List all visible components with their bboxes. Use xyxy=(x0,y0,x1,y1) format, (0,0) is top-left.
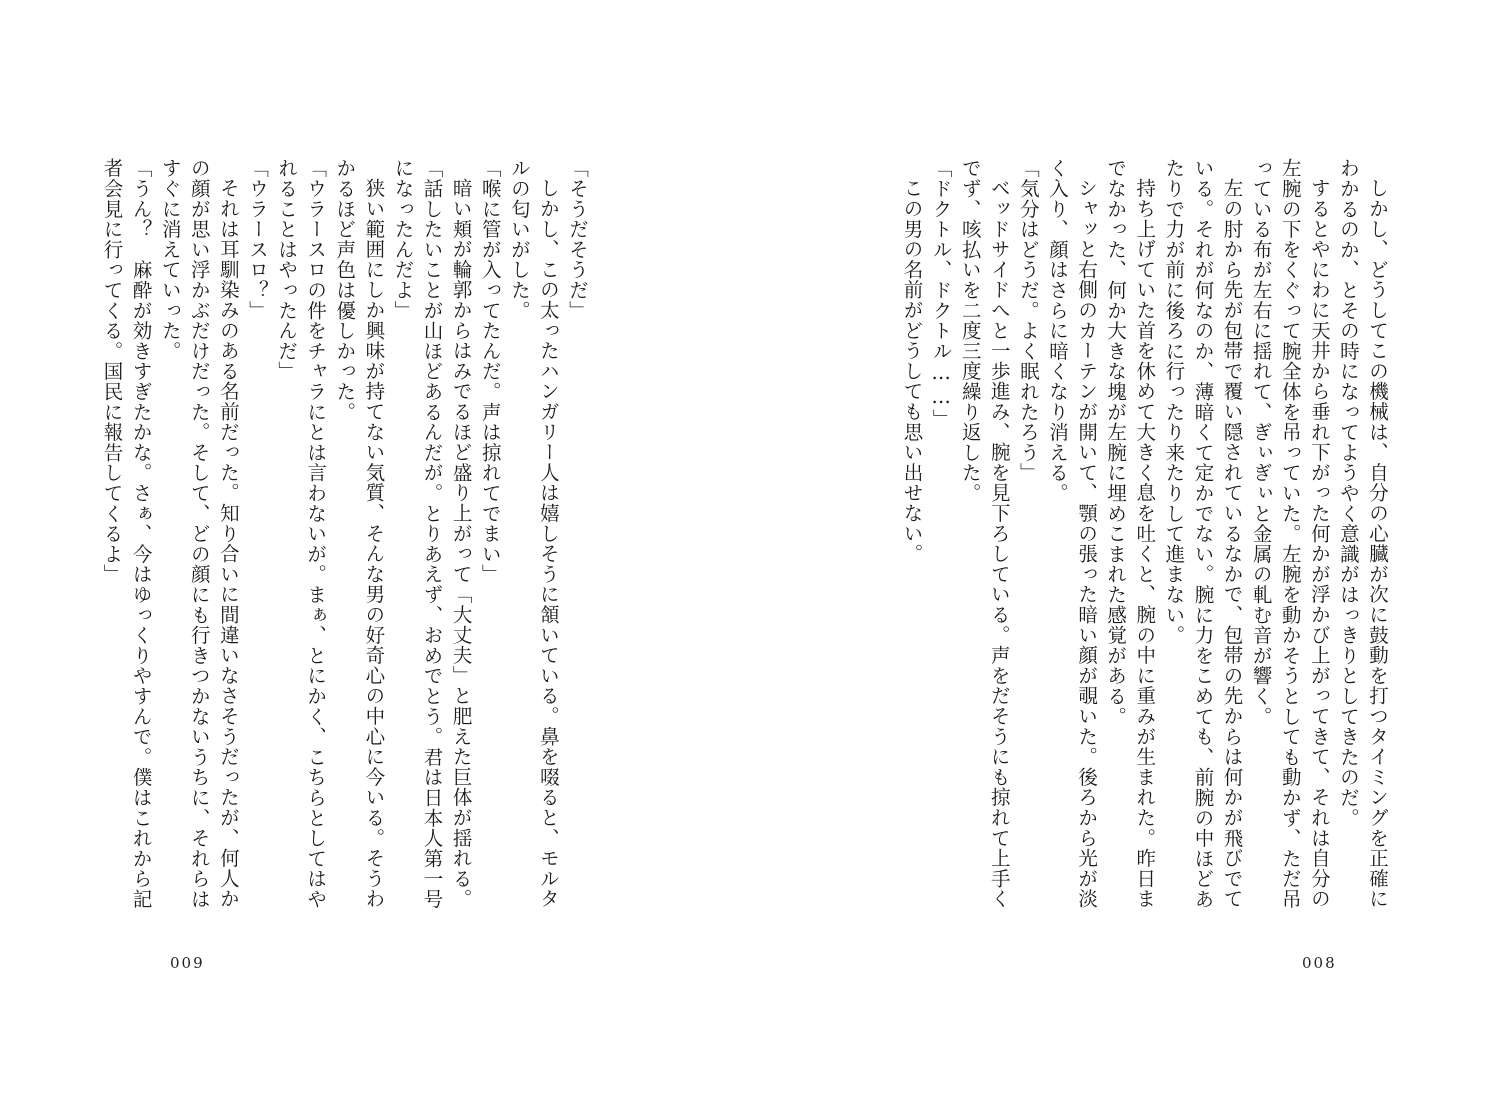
dialogue-line: 「ドクトル、ドクトル……」 xyxy=(929,158,953,429)
right-page-body xyxy=(872,158,1392,918)
left-page-body xyxy=(92,158,592,918)
paragraph: この男の名前がどうしても思い出せない。 xyxy=(900,177,924,564)
dialogue-line: 「そうだそうだ」 xyxy=(566,158,589,321)
paragraph: 持ち上げていた首を休めて大きく息を吐くと、腕の中に重みが生まれた。昨日までなかった、何か大きな塊が左腕に埋めこまれた感覚がある。 xyxy=(1104,158,1157,909)
right-page xyxy=(750,0,1500,1102)
dialogue-line: 「ウラースロ？」 xyxy=(245,158,269,321)
dialogue-line: 「ウラースロの件をチャラにとは言わないが。まぁ、とにかく、こちらとしてはやれることはやったんだ」 xyxy=(275,158,328,910)
paragraph: 左の肘から先が包帯で覆い隠されているなかで、包帯の先からは何かが飛びでている。それが何なのか、薄暗くて定かでない。腕に力をこめても、前腕の中ほどあたりで力が前に後ろに行ったり来たりして進まない。 xyxy=(1162,158,1244,910)
dialogue-line: 「気分はどうだ。よく眠れたろう」 xyxy=(1016,158,1040,483)
paragraph: ベッドサイドへと一歩進み、腕を見下ろしている。声をだそうにも掠れて上手くでず、咳払いを二度三度繰り返した。 xyxy=(958,158,1011,909)
paragraph: しかし、どうしてこの機械は、自分の心臓が次に鼓動を打つタイミングを正確にわかるのか、とその時になってようやく意識がはっきりとしてきたのだ。 xyxy=(1336,158,1389,909)
paragraph: シャッと右側のカーテンが開いて、顎の張った暗い顔が覗いた。後ろから光が淡く入り、顔はさらに暗くなり消える。 xyxy=(1045,158,1099,909)
paragraph: 暗い頬が輪郭からはみでるほど盛り上がって「大丈夫」と肥えた巨体が揺れる。 xyxy=(449,177,473,909)
paragraph: しかし、この太ったハンガリー人は嬉しそうに頷いている。鼻を啜ると、モルタルの匂いがした。 xyxy=(507,158,560,909)
paragraph: するとやにわに天井から垂れ下がった何かが浮かび上がってきて、それは自分の左腕の下をくぐって腕全体を吊っていた。左腕を動かそうとしても動かず、ただ吊っている布が左右に揺れて、ぎぃぎぃと金属の軋む音が響く。 xyxy=(1249,158,1331,910)
paragraph: 狭い範囲にしか興味が持てない気質、そんな男の好奇心の中心に今いる。そうわかるほど声色は優しかった。 xyxy=(333,158,386,909)
dialogue-line: 「喉に管が入ってたんだ。声は掠れてでまい」 xyxy=(478,158,502,585)
dialogue-line: 「話したいことが山ほどあるんだが。とりあえず、おめでとう。君は日本人第一号になったんだよ」 xyxy=(391,158,444,910)
paragraph: それは耳馴染みのある名前だった。知り合いに間違いなさそうだったが、何人かの顔が思い浮かぶだけだった。そして、どの顔にも行きつかないうちに、それらはすぐに消えていった。 xyxy=(158,158,240,910)
page-number: 009 xyxy=(170,954,205,972)
page-number: 008 xyxy=(1302,954,1337,972)
dialogue-line: 「うん？ 麻酔が効きすぎたかな。さぁ、今はゆっくりやすんで。僕はこれから記者会見に行ってくる。国民に報告してくるよ」 xyxy=(100,158,153,910)
